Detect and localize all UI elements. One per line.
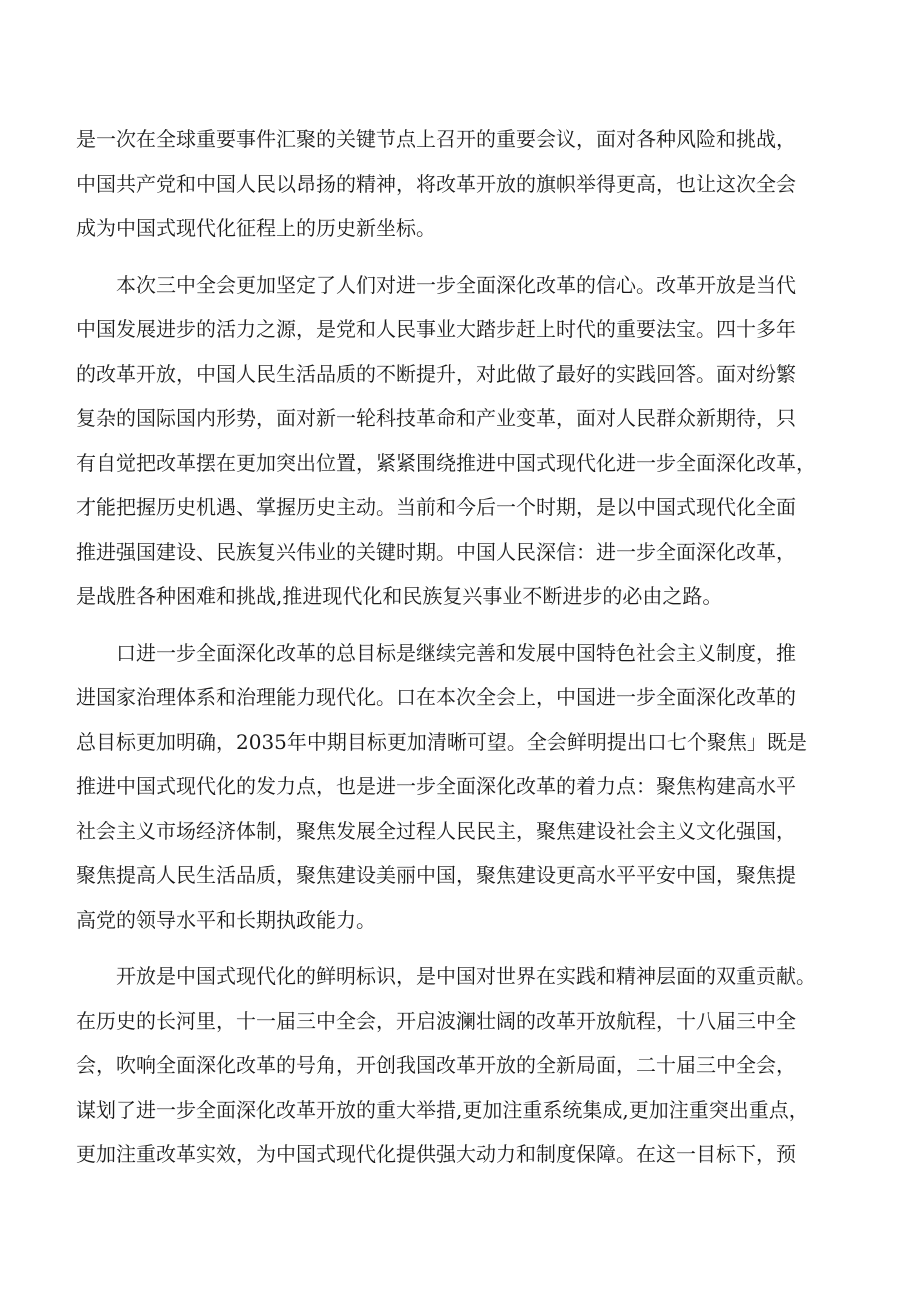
text-line: 更加注重改革实效，为中国式现代化提供强大动力和制度保障。在这一目标下，预: [76, 1142, 796, 1166]
text-line: 社会主义市场经济体制，聚焦发展全过程人民民主，聚焦建设社会主义文化强国，: [76, 818, 796, 843]
text-line: 是一次在全球重要事件汇聚的关键节点上召开的重要会议，面对各种风险和挑战，: [76, 127, 796, 151]
text-line: 聚焦提高人民生活品质，聚焦建设美丽中国，聚焦建设更高水平平安中国，聚焦提: [76, 863, 796, 887]
paragraph-3: [76, 631, 860, 943]
text-line: 在历史的长河里，十一届三中全会，开启波澜壮阔的改革开放航程，十八届三中全: [76, 1008, 796, 1033]
text-line: 是战胜各种困难和挑战,推进现代化和民族复兴事业不断进步的必由之路。: [76, 584, 723, 608]
text-line: 进国家治理体系和治理能力现代化。口在本次全会上，中国进一步全面深化改革的: [76, 685, 796, 709]
document-body: [76, 117, 860, 1177]
paragraph-1: [76, 117, 860, 251]
text-line: 中国共产党和中国人民以昂扬的精神，将改革开放的旗帜举得更高，也让这次全会: [76, 171, 796, 196]
paragraph-gap: [76, 942, 860, 954]
text-line: 总目标更加明确，2035年中期目标更加清晰可望。全会鲜明提出口七个聚焦」既是: [76, 729, 807, 754]
paragraph-2: [76, 263, 860, 619]
text-line: 的改革开放，中国人民生活品质的不断提升，对此做了最好的实践回答。面对纷繁: [76, 361, 796, 386]
text-line: 开放是中国式现代化的鲜明标识，是中国对世界在实践和精神层面的双重贡献。: [116, 964, 816, 988]
text-line: 成为中国式现代化征程上的历史新坐标。: [76, 216, 436, 240]
text-line: 高党的领导水平和长期执政能力。: [76, 907, 376, 932]
text-line: 会，吹响全面深化改革的号角，开创我国改革开放的全新局面，二十届三中全会，: [76, 1053, 796, 1077]
text-line: 复杂的国际国内形势，面对新一轮科技革命和产业变革，面对人民群众新期待，只: [76, 406, 796, 430]
text-line: 才能把握历史机遇、掌握历史主动。当前和今后一个时期，是以中国式现代化全面: [76, 495, 796, 519]
text-line: 本次三中全会更加坚定了人们对进一步全面深化改革的信心。改革开放是当代: [116, 272, 796, 297]
text-line: 有自觉把改革摆在更加突出位置，紧紧围绕推进中国式现代化进一步全面深化改革，: [76, 450, 816, 475]
text-line: 推进中国式现代化的发力点，也是进一步全面深化改革的着力点：聚焦构建高水平: [76, 774, 796, 798]
paragraph-4: [76, 954, 860, 1177]
text-line: 中国发展进步的活力之源，是党和人民事业大踏步赶上时代的重要法宝。四十多年: [76, 317, 796, 341]
paragraph-gap: [76, 251, 860, 263]
paragraph-gap: [76, 619, 860, 631]
text-line: 谋划了进一步全面深化改革开放的重大举措,更加注重系统集成,更加注重突出重点，: [76, 1097, 809, 1122]
text-line: 口进一步全面深化改革的总目标是继续完善和发展中国特色社会主义制度，推: [116, 640, 796, 665]
text-line: 推进强国建设、民族复兴伟业的关键时期。中国人民深信：进一步全面深化改革，: [76, 539, 796, 564]
